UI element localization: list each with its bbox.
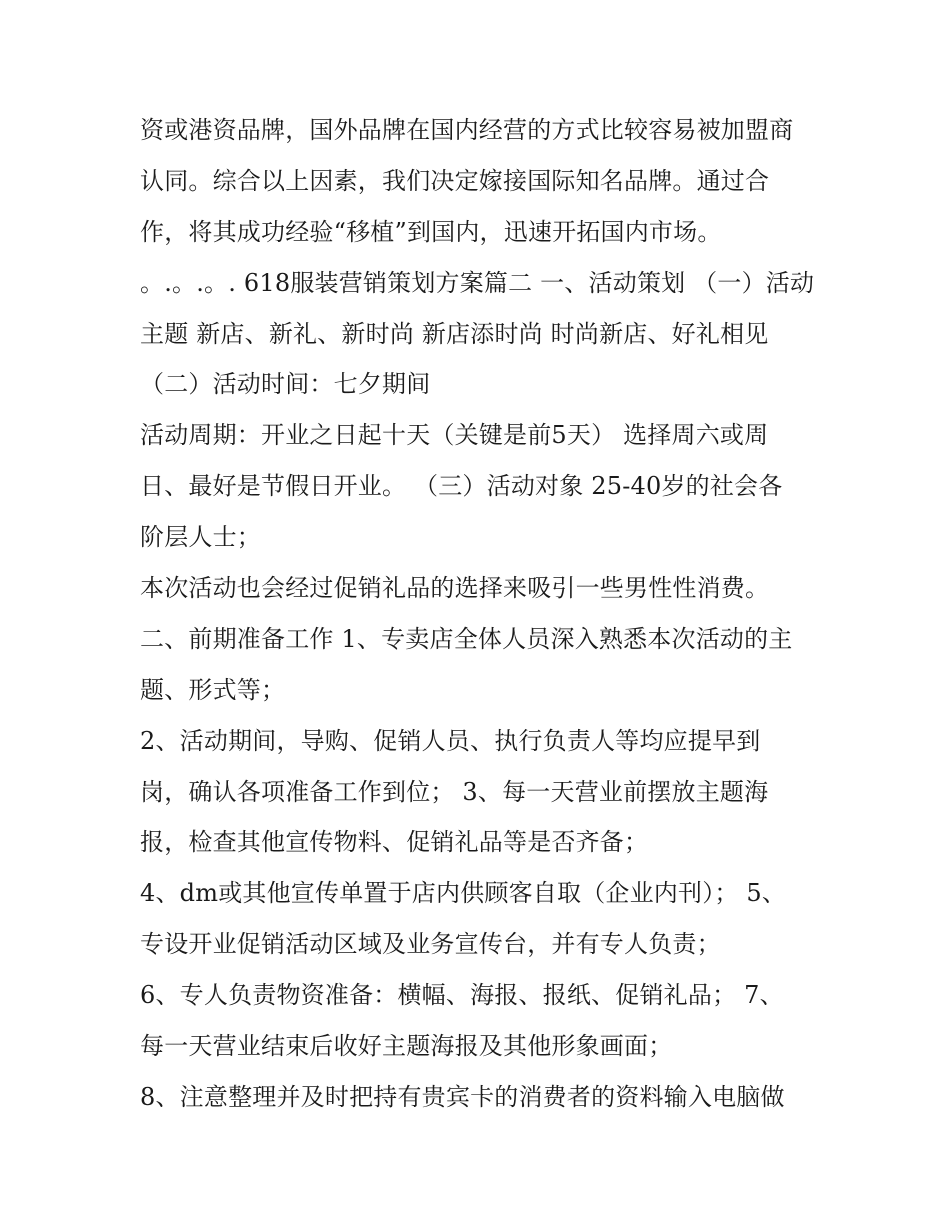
text-line: 专设开业促销活动区域及业务宣传台，并有专人负责； bbox=[140, 930, 721, 959]
text-line: 作，将其成功经验“移植”到国内，迅速开拓国内市场。 bbox=[140, 217, 722, 246]
text-line: 日、最好是节假日开业。 （三）活动对象 25-40岁的社会各 bbox=[140, 472, 783, 501]
text-line: 4、dm或其他宣传单置于店内供顾客自取（企业内刊）； 5、 bbox=[140, 879, 787, 908]
text-line: 题、形式等； bbox=[140, 675, 286, 704]
text-line: （二）活动时间：七夕期间 bbox=[140, 370, 431, 399]
text-line: 活动周期：开业之日起十天（关键是前5天） 选择周六或周 bbox=[140, 421, 769, 450]
text-line: 主题 新店、新礼、新时尚 新店添时尚 时尚新店、好礼相见 bbox=[140, 319, 769, 348]
text-line: 本次活动也会经过促销礼品的选择来吸引一些男性性消费。 bbox=[140, 574, 770, 603]
text-line: 岗，确认各项准备工作到位； 3、每一天营业前摆放主题海 bbox=[140, 777, 769, 806]
document-body bbox=[140, 105, 840, 1123]
text-line: 二、前期准备工作 1、专卖店全体人员深入熟悉本次活动的主 bbox=[140, 624, 793, 653]
text-line: 。.。.。. 618服装营销策划方案篇二 一、活动策划 （一）活动 bbox=[140, 268, 815, 297]
text-line: 6、专人负责物资准备：横幅、海报、报纸、促销礼品； 7、 bbox=[140, 981, 784, 1010]
text-line: 报，检查其他宣传物料、促销礼品等是否齐备； bbox=[140, 828, 649, 857]
text-line: 资或港资品牌，国外品牌在国内经营的方式比较容易被加盟商 bbox=[140, 116, 794, 144]
text-line: 8、注意整理并及时把持有贵宾卡的消费者的资料输入电脑做 bbox=[140, 1082, 785, 1111]
text-line: 2、活动期间，导购、促销人员、执行负责人等均应提早到 bbox=[140, 726, 761, 755]
text-line: 阶层人士； bbox=[140, 523, 261, 552]
text-line: 每一天营业结束后收好主题海报及其他形象画面； bbox=[140, 1032, 673, 1061]
text-line: 认同。综合以上因素，我们决定嫁接国际知名品牌。通过合 bbox=[140, 166, 770, 195]
